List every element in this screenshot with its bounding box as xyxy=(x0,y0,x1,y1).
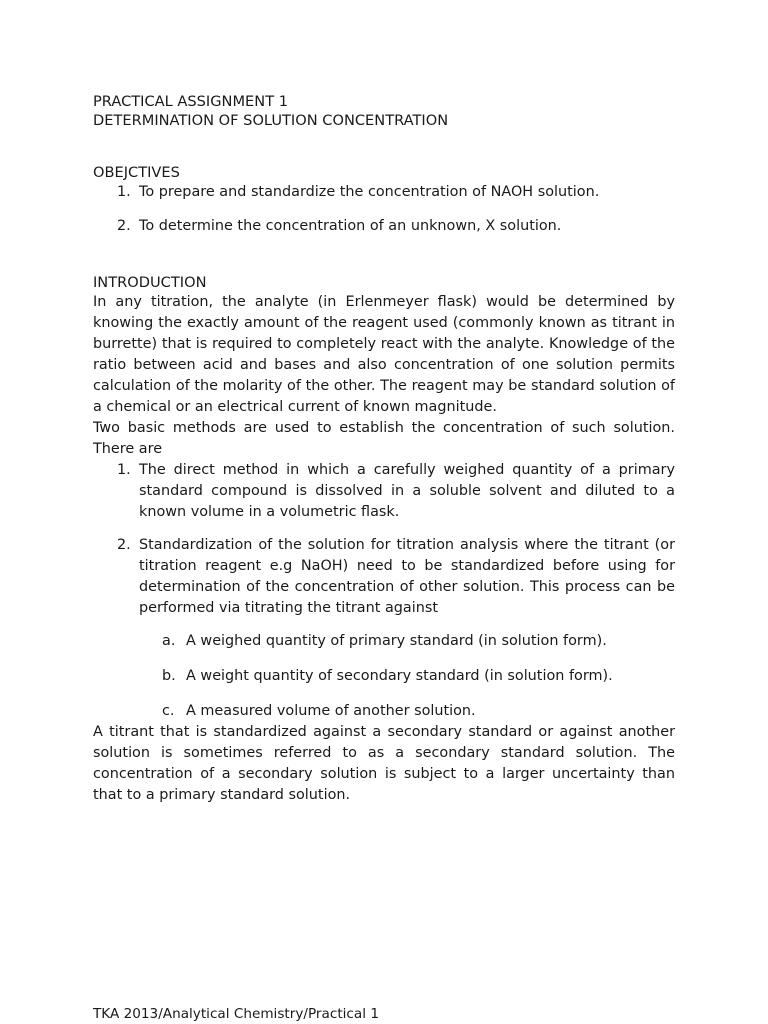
methods-list xyxy=(93,460,675,619)
introduction-paragraph-3: A titrant that is standardized against a secondary standard or against another solution is sometimes referred to as a secondary standard solution. The concentration of a secondary solution is subject to a larger uncertainty than that to a primary standard solution. xyxy=(93,724,675,803)
document-title-line-2: DETERMINATION OF SOLUTION CONCENTRATION xyxy=(93,112,449,129)
list-marker: b. xyxy=(162,668,176,684)
list-item xyxy=(93,460,675,523)
list-item xyxy=(93,216,675,237)
list-item xyxy=(93,535,675,619)
list-item-text: A weight quantity of secondary standard (in solution form). xyxy=(186,668,613,684)
list-marker: 2. xyxy=(117,218,131,234)
list-item-text: Standardization of the solution for titration analysis where the titrant (or titration reagent e.g NaOH) need to be standardized before using for determination of the concentration of other solution. This process can be performed via titrating the titrant against xyxy=(139,537,675,616)
objectives-heading: OBEJCTIVES xyxy=(93,164,180,181)
list-item xyxy=(93,666,675,687)
list-marker: 1. xyxy=(117,184,131,200)
list-item xyxy=(93,701,675,722)
list-marker: 2. xyxy=(117,537,131,553)
list-item xyxy=(93,182,675,203)
list-item-text: To determine the concentration of an unknown, X solution. xyxy=(139,218,562,234)
list-marker: c. xyxy=(162,703,175,719)
list-item xyxy=(93,631,675,652)
sub-items-list xyxy=(93,631,675,722)
introduction-paragraph-2: Two basic methods are used to establish the concentration of such solution. There are xyxy=(93,420,675,457)
document-page xyxy=(93,92,675,806)
introduction-heading: INTRODUCTION xyxy=(93,274,207,291)
document-title-line-1: PRACTICAL ASSIGNMENT 1 xyxy=(93,93,289,110)
objectives-list xyxy=(93,182,675,237)
introduction-paragraph-1: In any titration, the analyte (in Erlenmeyer flask) would be determined by knowing the exactly amount of the reagent used (commonly known as titrant in burrette) that is required to completely react with the analyte. Knowledge of the ratio between acid and bases and also concentration of one solution permits calculation of the molarity of the other. The reagent may be standard solution of a chemical or an electrical current of known magnitude. xyxy=(93,294,675,415)
page-footer: TKA 2013/Analytical Chemistry/Practical 1 xyxy=(93,1006,379,1022)
list-item-text: A weighed quantity of primary standard (in solution form). xyxy=(186,633,607,649)
list-item-text: A measured volume of another solution. xyxy=(186,703,476,719)
list-marker: 1. xyxy=(117,462,131,478)
list-item-text: The direct method in which a carefully weighed quantity of a primary standard compound is dissolved in a soluble solvent and diluted to a known volume in a volumetric flask. xyxy=(139,462,675,520)
list-item-text: To prepare and standardize the concentration of NAOH solution. xyxy=(139,184,600,200)
list-marker: a. xyxy=(162,633,176,649)
